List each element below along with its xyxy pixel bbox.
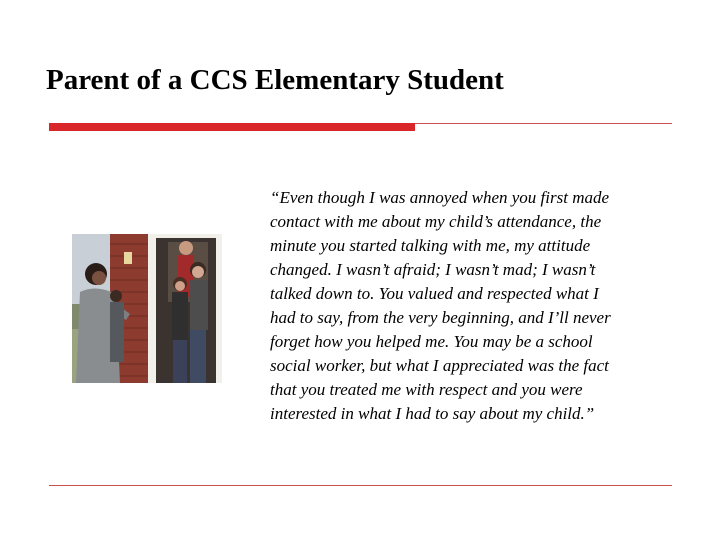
quote-line: contact with me about my child’s attendance, the [270,212,602,231]
title-divider-line [415,123,672,124]
slide-title: Parent of a CCS Elementary Student [46,64,504,96]
quote-line: social worker, but what I appreciated was the fact [270,356,609,375]
doorway-photo [72,234,222,383]
title-accent-bar [49,123,415,131]
quote-line: that you treated me with respect and you were [270,380,583,399]
quote-line: changed. I wasn’t afraid; I wasn’t mad; I wasn’t [270,260,596,279]
testimonial-quote [270,186,690,426]
quote-line: forget how you helped me. You may be a school [270,332,593,351]
quote-line: interested in what I had to say about my child.” [270,404,595,423]
doorway-photo-illustration [72,234,222,383]
quote-line: minute you started talking with me, my attitude [270,236,591,255]
quote-line: “Even though I was annoyed when you first made [270,188,610,207]
quote-line: talked down to. You valued and respected what I [270,284,599,303]
quote-line: had to say, from the very beginning, and I’ll never [270,308,611,327]
footer-divider-line [49,485,672,486]
